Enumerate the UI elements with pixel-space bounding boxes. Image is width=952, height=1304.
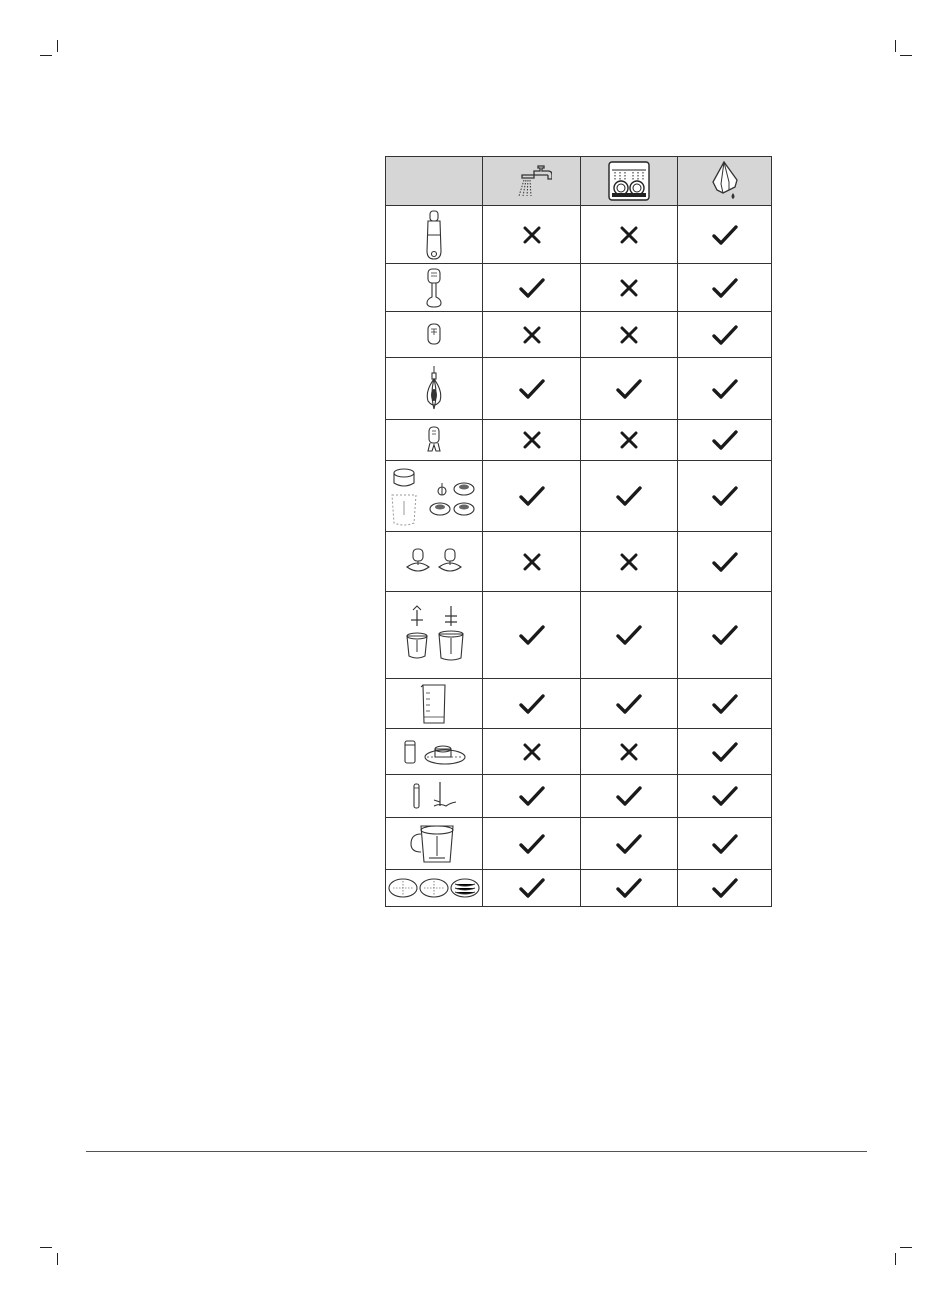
table-row — [386, 264, 772, 312]
check-icon — [678, 206, 772, 264]
processor-bowl-icon — [386, 818, 483, 870]
check-icon — [581, 870, 678, 907]
check-icon — [483, 358, 581, 420]
chopper-bowls-icon — [386, 592, 483, 679]
check-icon — [678, 358, 772, 420]
motor-unit-icon — [386, 206, 483, 264]
check-icon — [581, 358, 678, 420]
damp-cloth-icon — [678, 157, 772, 206]
table-row — [386, 420, 772, 461]
running-tap-water-icon — [483, 157, 581, 206]
cross-icon — [483, 312, 581, 358]
table-row — [386, 870, 772, 907]
cleaning-table — [385, 156, 772, 907]
check-icon — [678, 312, 772, 358]
masher-set-icon — [386, 461, 483, 532]
table-row — [386, 729, 772, 775]
crop-mark — [57, 40, 58, 52]
cross-icon — [483, 420, 581, 461]
chopper-lids-icon — [386, 532, 483, 592]
check-icon — [678, 775, 772, 818]
crop-mark — [57, 1253, 58, 1265]
check-icon — [678, 592, 772, 679]
table-row — [386, 532, 772, 592]
crop-mark — [895, 40, 896, 52]
blender-shaft-icon — [386, 264, 483, 312]
check-icon — [678, 532, 772, 592]
cross-icon — [581, 729, 678, 775]
check-icon — [581, 775, 678, 818]
table-row — [386, 461, 772, 532]
check-icon — [678, 461, 772, 532]
accessory-column-header — [386, 157, 483, 206]
cross-icon — [483, 206, 581, 264]
whisk-coupling-unit-icon — [386, 420, 483, 461]
check-icon — [483, 679, 581, 729]
check-icon — [678, 870, 772, 907]
dishwasher-icon — [581, 157, 678, 206]
cross-icon — [581, 312, 678, 358]
check-icon — [483, 461, 581, 532]
cross-icon — [581, 420, 678, 461]
check-icon — [678, 679, 772, 729]
check-icon — [581, 679, 678, 729]
crop-mark — [900, 55, 912, 56]
cross-icon — [483, 532, 581, 592]
check-icon — [581, 818, 678, 870]
crop-mark — [40, 1247, 52, 1248]
footer-rule — [86, 1151, 867, 1152]
check-icon — [483, 870, 581, 907]
check-icon — [678, 420, 772, 461]
check-icon — [678, 818, 772, 870]
table-row — [386, 592, 772, 679]
crop-mark — [900, 1247, 912, 1248]
cross-icon — [581, 264, 678, 312]
beaker-icon — [386, 679, 483, 729]
cross-icon — [581, 532, 678, 592]
header-row — [386, 157, 772, 206]
blade-holder-icon — [386, 775, 483, 818]
cross-icon — [581, 206, 678, 264]
crop-mark — [895, 1253, 896, 1265]
cross-icon — [483, 729, 581, 775]
table-row — [386, 206, 772, 264]
table-row — [386, 679, 772, 729]
check-icon — [581, 461, 678, 532]
coupling-unit-icon — [386, 312, 483, 358]
check-icon — [483, 592, 581, 679]
check-icon — [483, 818, 581, 870]
whisk-icon — [386, 358, 483, 420]
check-icon — [483, 775, 581, 818]
table-row — [386, 358, 772, 420]
table-row — [386, 775, 772, 818]
check-icon — [581, 592, 678, 679]
crop-mark — [40, 55, 52, 56]
check-icon — [483, 264, 581, 312]
check-icon — [678, 264, 772, 312]
check-icon — [678, 729, 772, 775]
cutting-discs-icon — [386, 870, 483, 907]
food-processor-lid-icon — [386, 729, 483, 775]
table-row — [386, 312, 772, 358]
table-row — [386, 818, 772, 870]
